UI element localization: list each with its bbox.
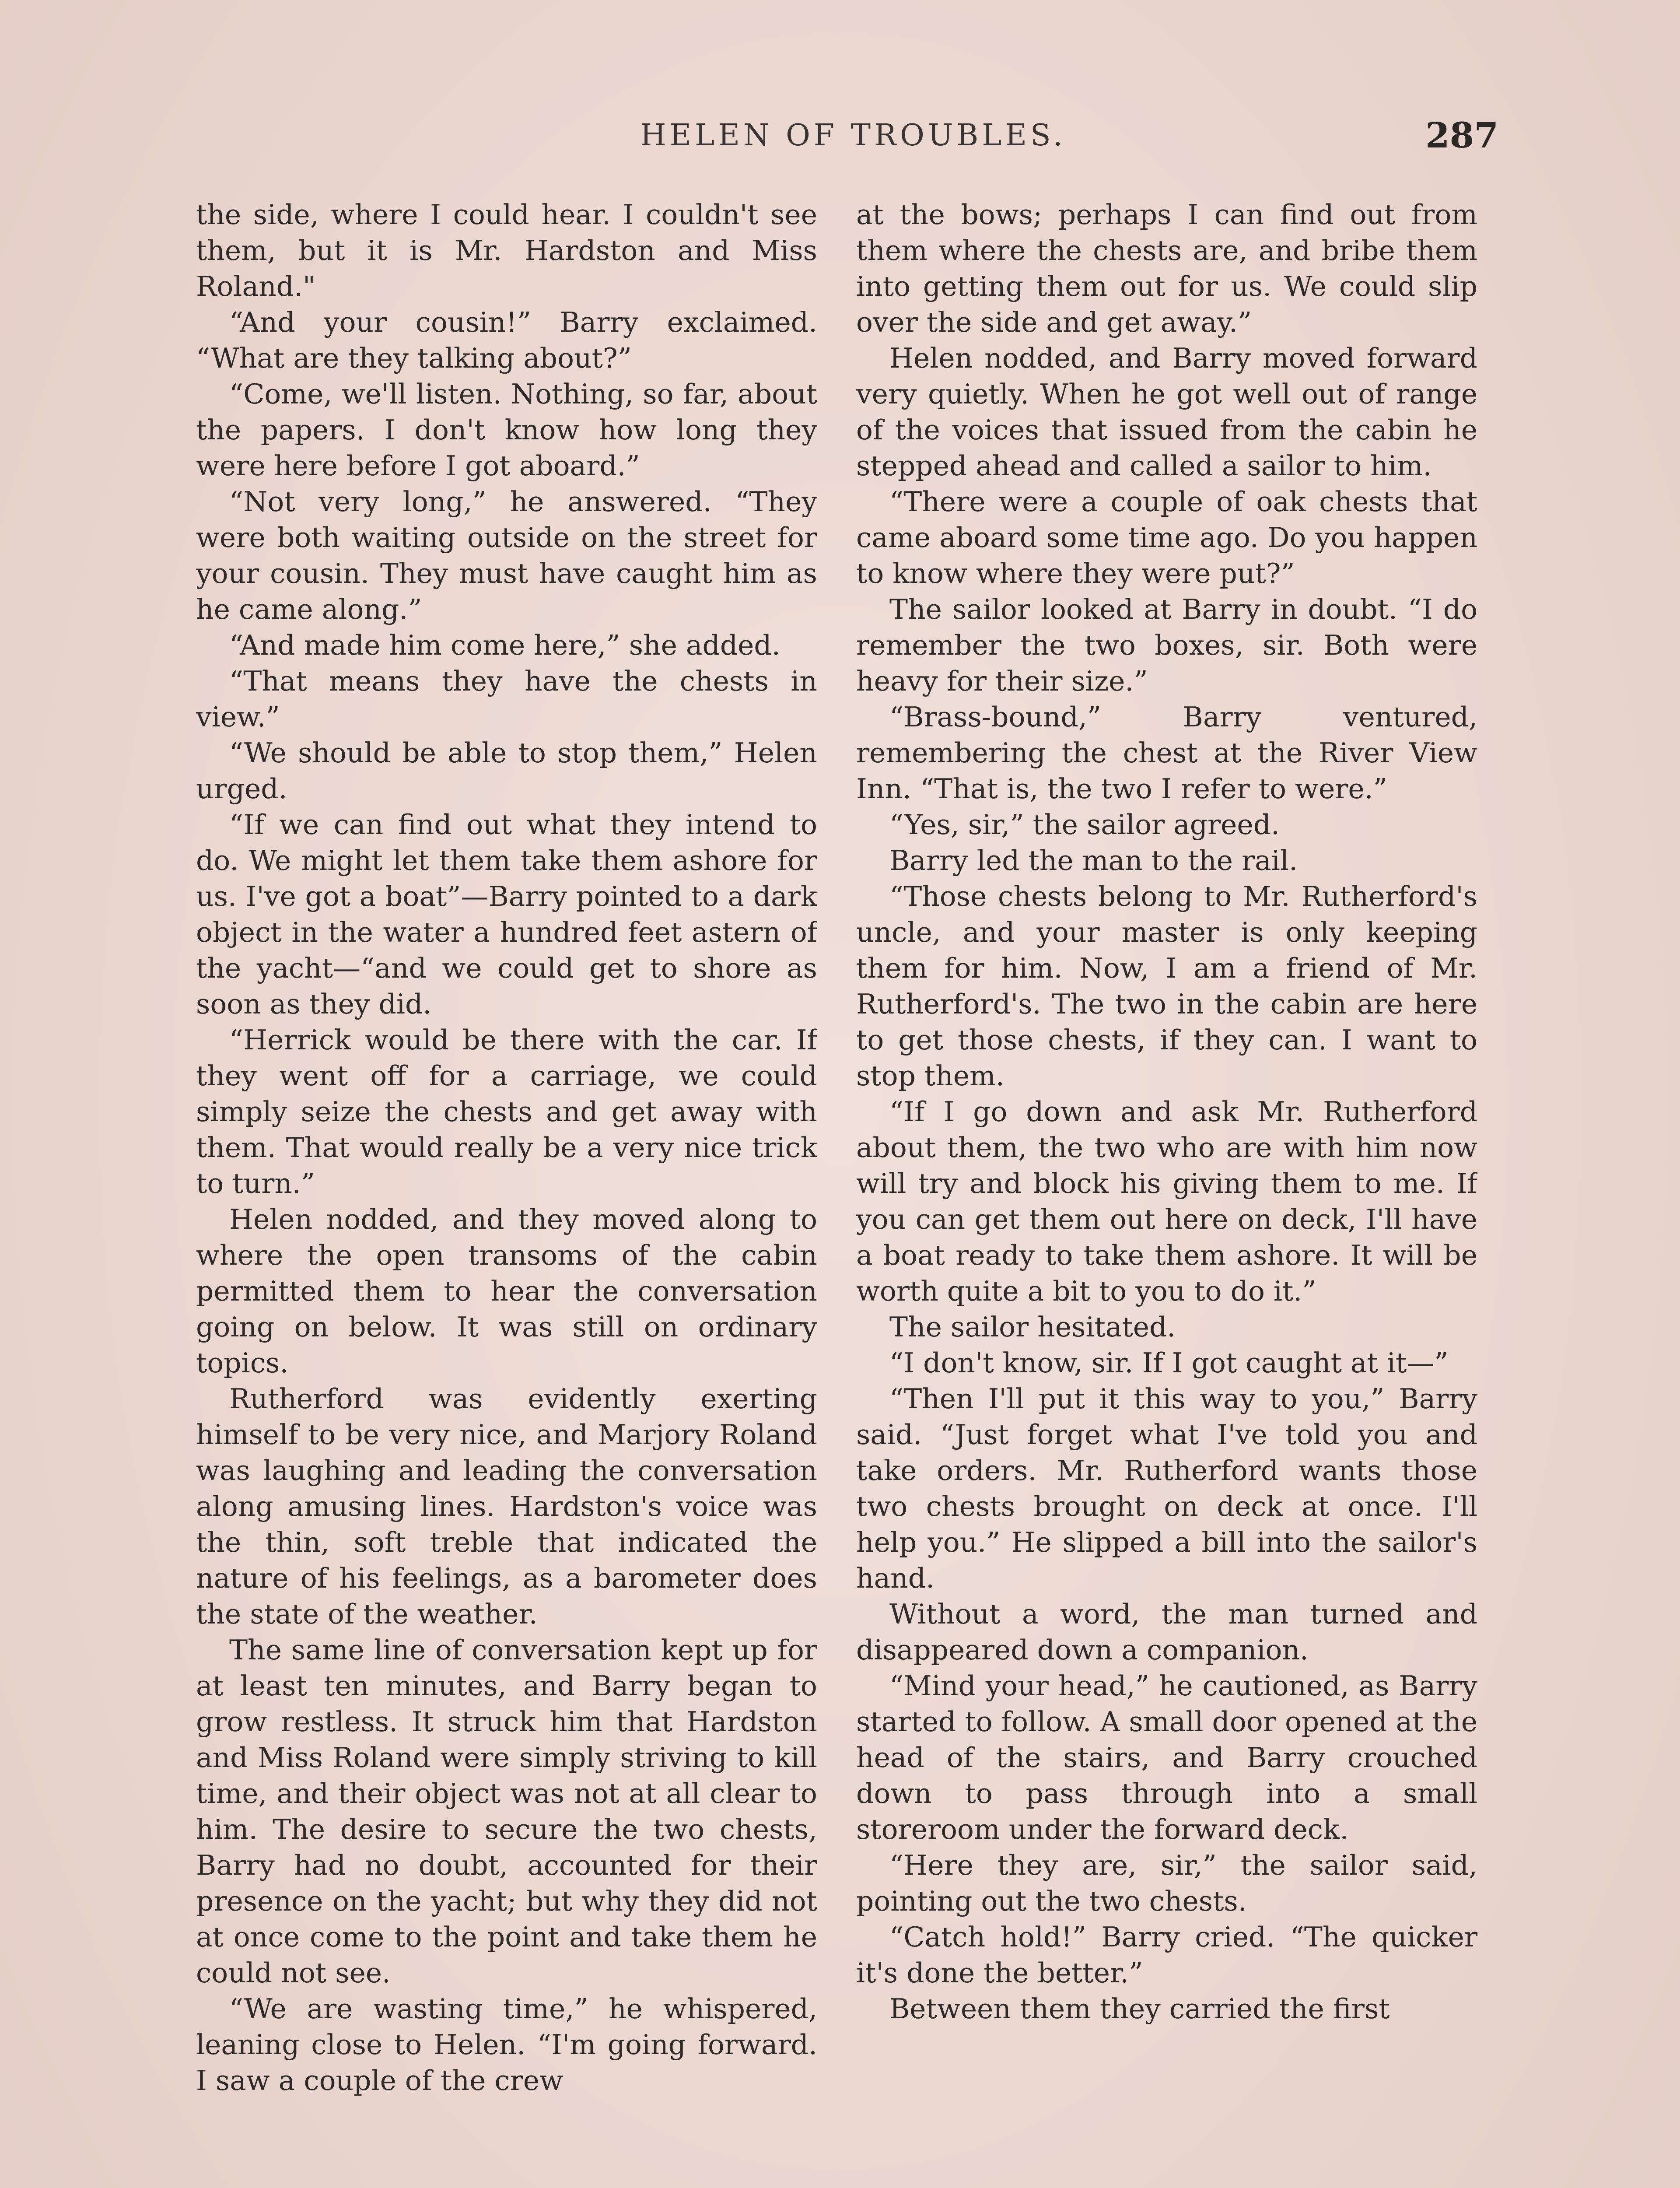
paragraph: Helen nodded, and they moved along to where the open transoms of the cabin permitted them to hear the conversation going on below. It was still on ordinary topics. [196,1203,817,1379]
paragraph: The sailor looked at Barry in doubt. “I do remember the two boxes, sir. Both were heavy for their size.” [856,593,1477,697]
paragraph: “We are wasting time,” he whispered, leaning close to Helen. “I'm going forward. I saw a couple of the crew [196,1993,817,2097]
paragraph: “If we can find out what they intend to do. We might let them take them ashore for us. I've got a boat”—Barry pointed to a dark object in the water a hundred feet astern of the yacht—“and we could get to shore as soon as they did. [196,809,817,1020]
paragraph: “Catch hold!” Barry cried. “The quicker it's done the better.” [856,1921,1477,1989]
paragraph: “Brass-bound,” Barry ventured, remembering the chest at the River View Inn. “That is, the two I refer to were.” [856,701,1477,805]
page-number: 287 [1425,115,1498,156]
paragraph: “Here they are, sir,” the sailor said, pointing out the two chests. [856,1849,1477,1917]
paragraph: Rutherford was evidently exerting himself to be very nice, and Marjory Roland was laughing and leading the conversation along amusing lines. Hardston's voice was the thin, soft treble that indicated the nature of his feelings, as a barometer does the state of the weather. [196,1383,817,1630]
paragraph: “There were a couple of oak chests that came aboard some time ago. Do you happen to know where they were put?” [856,486,1477,589]
paragraph: “I don't know, sir. If I got caught at it—” [889,1347,1449,1379]
paragraph: “Mind your head,” he cautioned, as Barry started to follow. A small door opened at the head of the stairs, and Barry crouched down to pass through into a small storeroom under the forward deck. [856,1670,1477,1845]
paragraph: at the bows; perhaps I can find out from them where the chests are, and bribe them into getting them out for us. We could slip over the side and get away.” [856,199,1477,338]
paragraph: “Those chests belong to Mr. Rutherford's uncle, and your master is only keeping them for him. Now, I am a friend of Mr. Rutherford's. The two in the cabin are here to get those chests, if they can. I want to stop them. [856,880,1477,1092]
paragraph: Without a word, the man turned and disappeared down a companion. [856,1598,1477,1666]
left-column [196,197,817,2188]
paragraph: The sailor hesitated. [889,1311,1176,1343]
paragraph: “Come, we'll listen. Nothing, so far, about the papers. I don't know how long they were here before I got aboard.” [196,378,817,482]
paragraph: the side, where I could hear. I couldn't see them, but it is Mr. Hardston and Miss Roland." [196,199,817,302]
paragraph: The same line of conversation kept up for at least ten minutes, and Barry began to grow restless. It struck him that Hardston and Miss Roland were simply striving to kill time, and their object was not at all clear to him. The desire to secure the two chests, Barry had no doubt, accounted for their presence on the yacht; but why they did not at once come to the point and take them he could not see. [196,1634,817,1989]
paragraph: “Then I'll put it this way to you,” Barry said. “Just forget what I've told you and take orders. Mr. Rutherford wants those two chests brought on deck at once. I'll help you.” He slipped a bill into the sailor's hand. [856,1383,1477,1594]
paragraph: Barry led the man to the rail. [889,845,1298,877]
paragraph: “Yes, sir,” the sailor agreed. [889,809,1280,841]
running-header: HELEN OF TROUBLES. [640,118,1066,153]
paragraph: “And your cousin!” Barry exclaimed. “What are they talking about?” [196,306,817,374]
paragraph: Between them they carried the first [889,1993,1390,2025]
paragraph: Helen nodded, and Barry moved forward very quietly. When he got well out of range of the voices that issued from the cabin he stepped ahead and called a sailor to him. [856,342,1477,482]
paragraph: “If I go down and ask Mr. Rutherford about them, the two who are with him now will try and block his giving them to me. If you can get them out here on deck, I'll have a boat ready to take them ashore. It will be worth quite a bit to you to do it.” [856,1096,1477,1307]
paragraph: “Not very long,” he answered. “They were both waiting outside on the street for your cousin. They must have caught him as he came along.” [196,486,817,625]
paragraph: “That means they have the chests in view.” [196,665,817,733]
paragraph: “Herrick would be there with the car. If they went off for a carriage, we could simply seize the chests and get away with them. That would really be a very nice trick to turn.” [196,1024,817,1199]
paragraph: “We should be able to stop them,” Helen urged. [196,737,817,805]
right-column [856,197,1477,2188]
paragraph: “And made him come here,” she added. [229,629,780,661]
